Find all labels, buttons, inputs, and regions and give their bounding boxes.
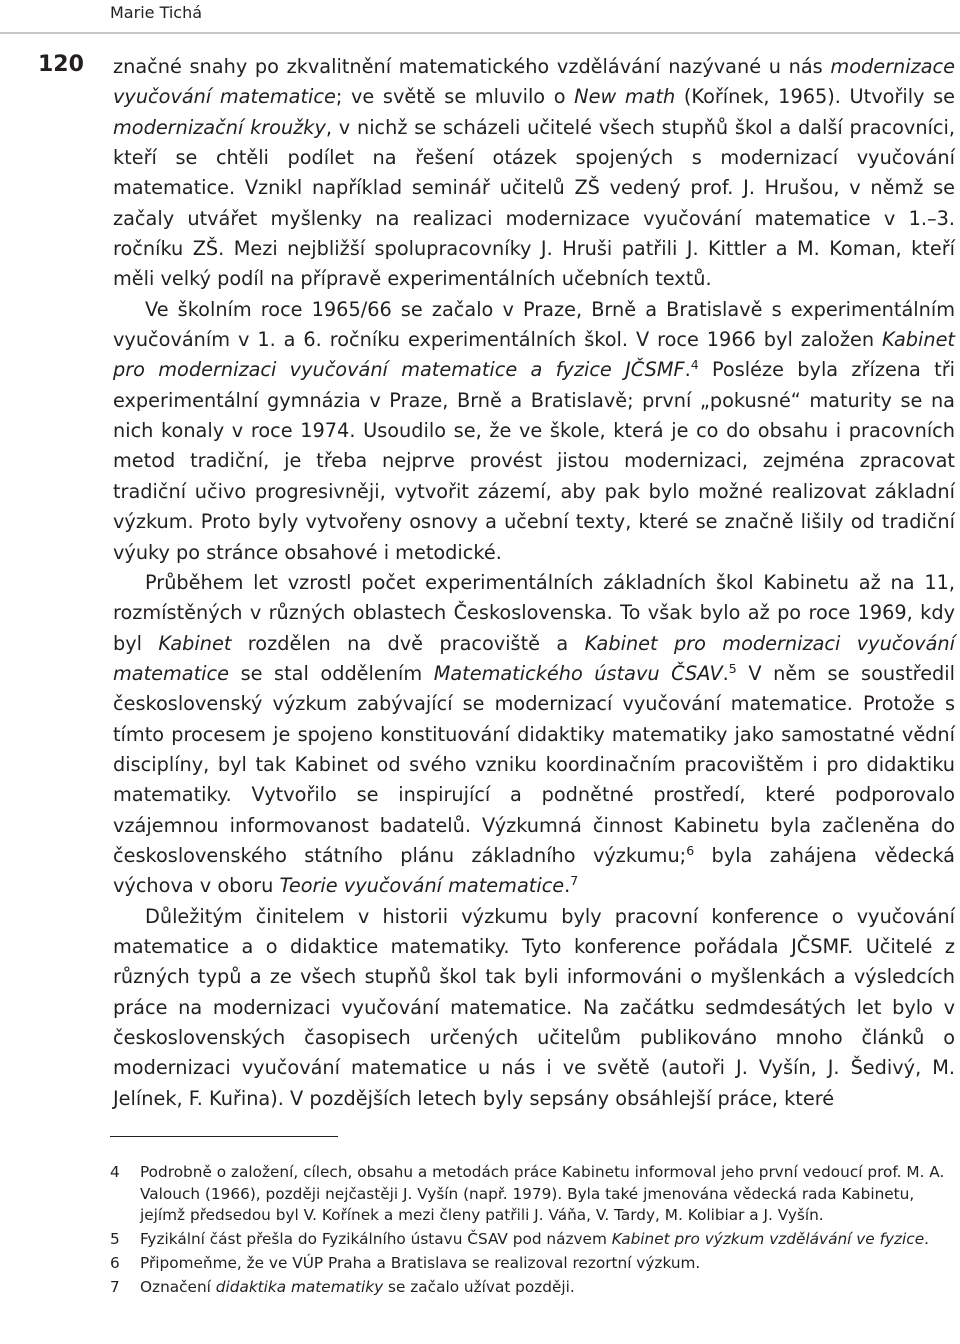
- page-number: 120: [38, 52, 84, 77]
- running-header: [0, 0, 960, 34]
- footnotes: [110, 1162, 956, 1300]
- paragraph-4: [113, 902, 955, 1114]
- footnote-number: 5: [110, 1230, 120, 1249]
- italic-text: modernizační kroužky: [113, 115, 326, 139]
- italic-text: didaktika matematiky: [215, 1277, 384, 1296]
- text-run: .: [564, 874, 571, 898]
- text-run: Posléze byla zřízena tři experimentální gymnázia v Praze, Brně a Bratislavě; první „pokusné“ maturity se na nich konaly v roce 1974. Usoudilo se, že ve škole, která je co do obsahu i pracovních metod tradiční, je třeba nejprve provést jistou modernizaci, zejména zpracovat tradiční učivo progresivněji, vytvořit zázemí, aby pak bylo možné realizovat základní výzkum. Proto byly vytvořeny osnovy a učební texty, které se značně lišily od tradiční výuky po stránce obsahové i metodické.: [113, 358, 955, 564]
- text-run: , v nichž se scházeli učitelé všech stupňů škol a další pracovníci, kteří se chtěli podílet na řešení otázek spojených s modernizací vyučování matematice. Vznikl například seminář učitelů ZŠ vedený prof. J. Hrušou, v němž se začaly utvářet myšlenky na realizaci modernizace vyučování matematice v 1.–3. ročníku ZŠ. Mezi nejbližší spolupracovníky J. Hruši patřili J. Kittler a M. Koman, kteří měli velký podíl na přípravě experimentálních učebních textů.: [113, 115, 955, 291]
- italic-text: Kabinet pro modernizaci vyučování matematice a fyzice JČSMF: [113, 328, 955, 382]
- footnote-number: 7: [110, 1277, 120, 1296]
- footnote: [110, 1229, 956, 1251]
- footnote-separator: [110, 1136, 338, 1137]
- paragraph-1: [113, 52, 955, 295]
- text-run: .: [722, 661, 729, 685]
- text-run: ; ve světě se mluvilo o: [335, 85, 575, 109]
- italic-text: Teorie vyučování matematice: [279, 874, 565, 898]
- italic-text: Kabinet pro výzkum vzdělávání ve fyzice: [611, 1230, 925, 1249]
- paragraph-2: [113, 295, 955, 568]
- text-run: .: [684, 358, 691, 382]
- footnote-text: [140, 1230, 929, 1248]
- text-run: se začalo užívat později.: [383, 1277, 575, 1296]
- footnote: [110, 1277, 956, 1299]
- footnote-ref: 5: [728, 660, 737, 676]
- text-run: V něm se soustředil československý výzkum zabývající se modernizací vyučování matematice. Protože s tímto procesem je spojeno konstituování didaktiky matematiky jako samostatné vědní disciplíny, byl tak Kabinet od svého vzniku koordinačním pracovištěm i pro didaktiku matematiky. Vytvořilo se inspirující a podnětné prostředí, které podporovalo vzájemnou informovanost badatelů. Výzkumná činnost Kabinetu byla začleněna do československého státního plánu základního výzkumu;: [113, 661, 956, 867]
- text-run: rozdělen na dvě pracoviště a: [231, 631, 585, 655]
- footnote: [110, 1253, 956, 1275]
- footnote-text: [140, 1163, 944, 1224]
- footnote-ref: 7: [570, 873, 579, 889]
- footnote-ref: 6: [686, 843, 695, 859]
- text-run: .: [924, 1230, 929, 1249]
- footnote-text: [140, 1278, 575, 1296]
- italic-text: Kabinet pro modernizaci vyučování matematice: [113, 631, 956, 685]
- text-run: Ve školním roce 1965/66 se začalo v Praze, Brně a Bratislavě s experimentálním vyučováním v 1. a 6. ročníku experimentálních škol. V roce 1966 byl založen: [113, 297, 955, 352]
- paragraph-3: [113, 568, 955, 902]
- italic-text: Kabinet: [158, 631, 232, 655]
- footnote-text: [140, 1254, 700, 1272]
- italic-text: New math: [574, 85, 676, 109]
- italic-text: modernizace vyučování matematice: [113, 55, 955, 109]
- footnote-ref: 4: [690, 357, 699, 373]
- italic-text: Matematického ústavu ČSAV: [433, 661, 723, 685]
- footnote: [110, 1162, 956, 1227]
- footnote-number: 6: [110, 1253, 120, 1272]
- text-run: Podrobně o založení, cílech, obsahu a metodách práce Kabinetu informoval jeho první vedoucí prof. M. A. Valouch (1966), později nejčastěji J. Vyšín (např. 1979). Byla také jmenována vědecká rada Kabinetu, jejímž předsedou byl V. Kořínek a mezi členy patřili J. Váňa, V. Tardy, M. Kolibiar a J. Vyšín.: [140, 1163, 945, 1225]
- text-run: Průběhem let vzrostl počet experimentálních základních škol Kabinetu až na 11, rozmístěných v různých oblastech Československa. To však bylo až po roce 1969, kdy byl: [113, 570, 955, 655]
- text-run: (Kořínek, 1965). Utvořily se: [675, 85, 955, 109]
- text-run: značné snahy po zkvalitnění matematického vzdělávání nazývané u nás: [113, 55, 831, 78]
- text-run: Fyzikální část přešla do Fyzikálního ústavu ČSAV pod názvem: [140, 1230, 612, 1249]
- text-run: byla zahájena vědecká výchova v oboru: [113, 843, 955, 898]
- body-text: [113, 52, 955, 1114]
- text-run: se stal oddělením: [229, 661, 434, 685]
- footnote-number: 4: [110, 1163, 120, 1181]
- text-run: Označení: [140, 1277, 216, 1296]
- text-run: Důležitým činitelem v historii výzkumu byly pracovní konference o vyučování matematice a o didaktice matematiky. Tyto konference pořádala JČSMF. Učitelé z různých typů a ze všech stupňů škol tak byli informováni o myšlenkách a výsledcích práce na modernizaci vyučování matematice. Na začátku sedmdesátých let bylo v československých časopisech určených učitelům publikováno mnoho článků o modernizaci vyučování matematice u nás i ve světě (autoři J. Vyšín, J. Šedivý, M. Jelínek, F. Kuřina). V pozdějších letech byly sepsány obsáhlejší práce, které: [113, 904, 955, 1110]
- text-run: Připomeňme, že ve VÚP Praha a Bratislava se realizoval rezortní výzkum.: [140, 1253, 701, 1272]
- running-header-author: Marie Tichá: [110, 3, 203, 22]
